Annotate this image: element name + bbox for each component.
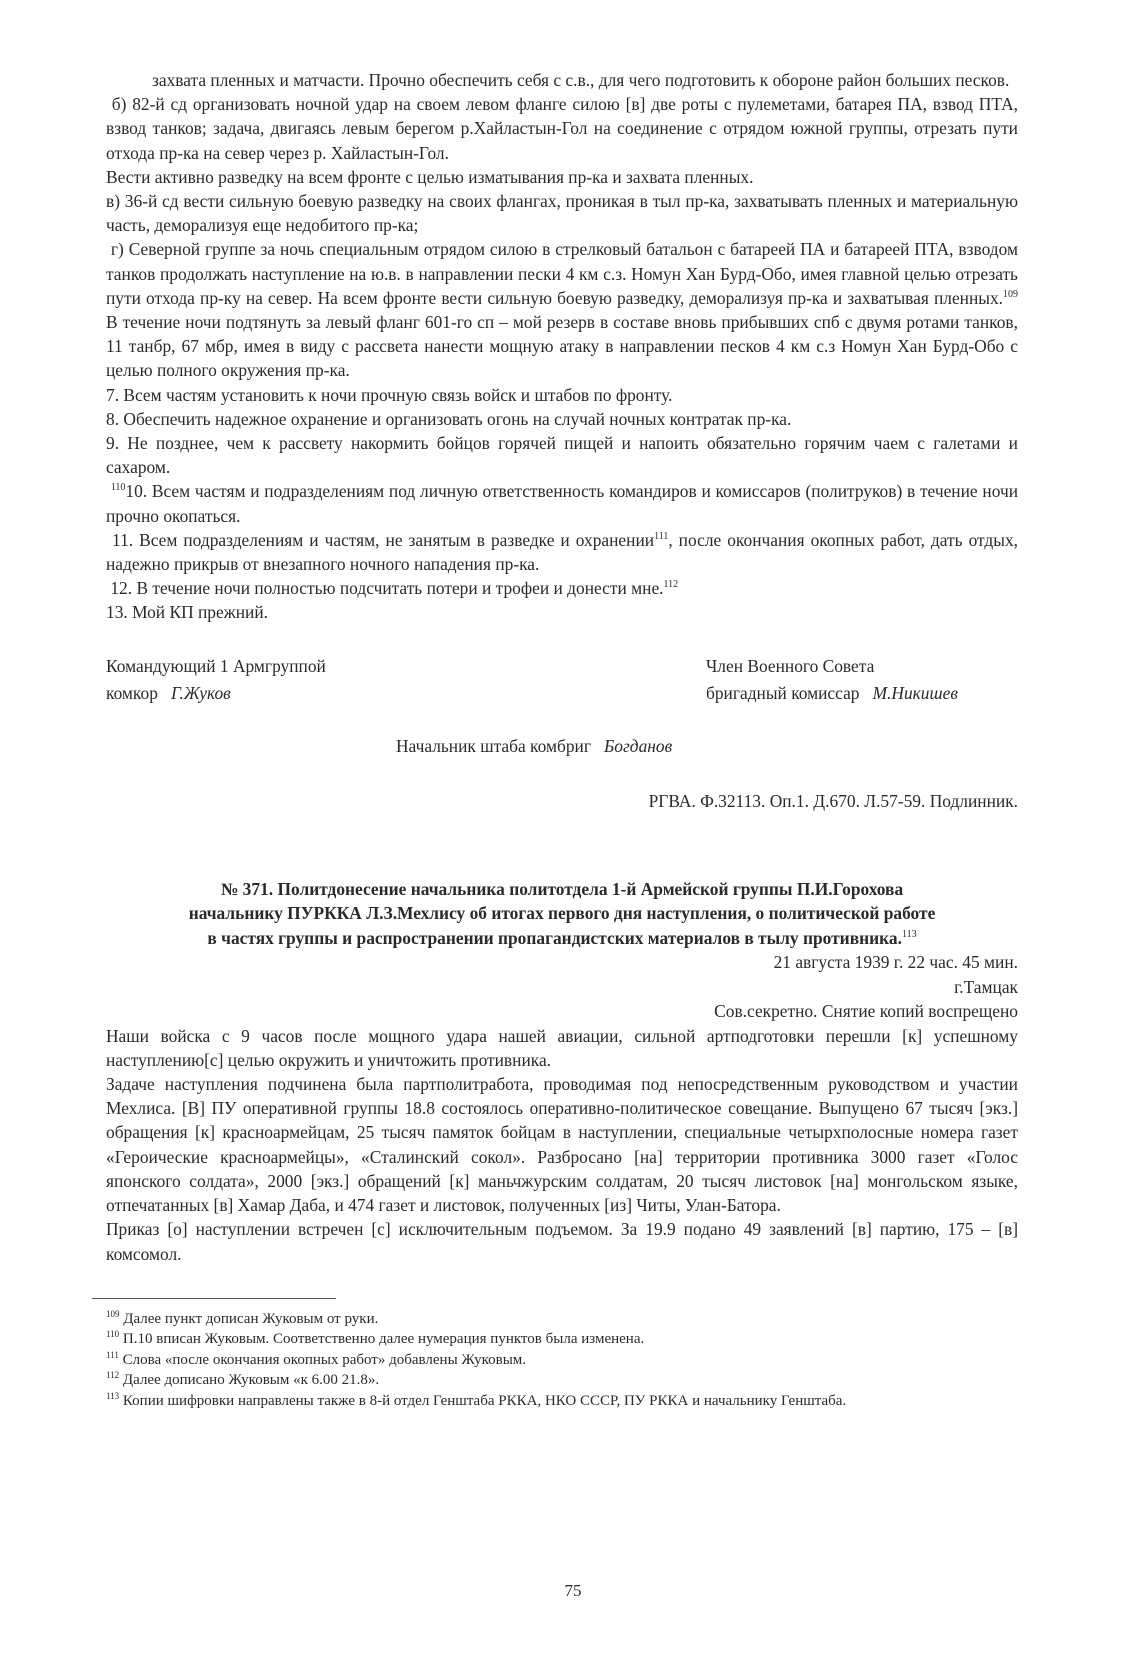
signature-council-member: Член Военного Совета бригадный комиссар М.Никишев	[706, 655, 958, 703]
body-paragraph: Приказ [о] наступлении встречен [с] исключительным подъемом. За 19.9 подано 49 заявлений [в] партию, 175 – [в] комсомол.	[106, 1219, 1018, 1264]
item-9: 9. Не позднее, чем к рассвету накормить бойцов горячей пищей и напоить обязательно горячим чаем с галетами и сахаром.	[106, 433, 1018, 478]
footnote-112: $^{112}$ Далее дописано Жуковым «к 6.00 21.8».	[106, 1370, 380, 1389]
body-paragraph: Задаче наступления подчинена была партполитработа, проводимая под непосредственным руководством и участии Мехлиса. [В] ПУ оперативной группы 18.8 состоялось оперативно-политическое совещание. Выпущено 67 тысяч [экз.] обращения [к] красноармейцам, 25 тысяч памяток бойцам в наступлении, специальные четырхполосные номера газет «Героические красноармейцы», «Сталинский сокол». Разбросано [на] территории противника 3000 газет «Голос японского солдата», 2000 [экз.] обращений [к] маньчжурским солдатам, 20 тысяч листовок [на] монгольском языке, отпечатанных [в] Хамар Даба, и 474 газет и листовок, полученных [из] Читы, Улан-Батора.	[106, 1074, 1018, 1216]
paragraph-g: г) Северной группе за ночь специальным отрядом силою в стрелковый батальон с батареей ПА и батареей ПТА, взводом танков продолжать наступление на ю.в. в направлении пески 4 км с.з. Номун Хан Бурд-Обо, имея главной целью отрезать пути отхода пр-ку на север. На всем фронте вести сильную боевую разведку, деморализуя пр-ка и захватывая пленных.$^{109}$ В течение ночи подтянуть за левый фланг 601-го сп – мой резерв в составе вновь прибывших спб с двумя ротами танков, 11 танбр, 67 мбр, имея в виду с рассвета нанести мощную атаку в направлении песков 4 км с.з Номун Хан Бурд-Обо с целью полного окружения пр-ка.	[106, 239, 1018, 381]
archive-reference: РГВА. Ф.32113. Оп.1. Д.670. Л.57-59. Подлинник.	[648, 790, 1018, 811]
item-13: 13. Мой КП прежний.	[106, 602, 268, 623]
item-12: 12. В течение ночи полностью подсчитать потери и трофеи и донести мне.$^{112}$	[110, 578, 679, 599]
document-date: 21 августа 1939 г. 22 час. 45 мин.	[773, 952, 1018, 973]
signature-name-nikishev: М.Никишев	[872, 682, 958, 703]
document-page	[106, 68, 1018, 1411]
footnote-ref-110[interactable]: 110	[110, 482, 126, 494]
item-7: 7. Всем частям установить к ночи прочную связь войск и штабов по фронту.	[106, 384, 673, 405]
signature-name-bogdanov: Богданов	[604, 735, 673, 756]
item-8: 8. Обеспечить надежное охранение и организовать огонь на случай ночных контратак пр-ка.	[106, 408, 792, 429]
paragraph-recon: Вести активно разведку на всем фронте с целью изматывания пр-ка и захвата пленных.	[106, 166, 754, 187]
footnote-113: $^{113}$ Копии шифровки направлены также в 8-й отдел Генштаба РККА, НКО СССР, ПУ РККА и начальнику Генштаба.	[106, 1390, 847, 1409]
signature-chief-of-staff: Начальник штаба комбриг Богданов	[396, 735, 673, 756]
footnote-109: $^{109}$ Далее пункт дописан Жуковым от руки.	[106, 1308, 379, 1327]
footnote-110: $^{110}$ П.10 вписан Жуковым. Соответственно далее нумерация пунктов была изменена.	[106, 1329, 645, 1348]
item-11: 11. Всем подразделениям и частям, не занятым в разведке и охранении$^{111}$, после окончания окопных работ, дать отдых, надежно прикрыв от внезапного ночного нападения пр-ка.	[106, 529, 1018, 575]
continuation-text: захвата пленных и матчасти. Прочно обеспечить себя с с.в., для чего подготовить к обороне район больших песков.	[152, 70, 1010, 90]
page-number: 75	[564, 1581, 582, 1600]
paragraph-b: б) 82-й сд организовать ночной удар на своем левом фланге силою [в] две роты с пулеметами, батарея ПА, взвод ПТА, взвод танков; задача, двигаясь левым берегом р.Хайластын-Гол на соединение с отрядом южной группы, отрезать пути отхода пр-ка на север через р. Хайластын-Гол.	[106, 94, 1018, 163]
body-paragraph: Наши войска с 9 часов после мощного удара нашей авиации, сильной артподготовки перешли [к] успешному наступлению[с] целью окружить и уничтожить противника.	[106, 1025, 1018, 1070]
signatures-block	[106, 625, 1018, 775]
footnote-divider	[92, 1298, 336, 1299]
document-place: г.Тамцак	[954, 976, 1018, 997]
signature-name-zhukov: Г.Жуков	[170, 682, 231, 703]
paragraph-v: в) 36-й сд вести сильную боевую разведку на своих флангах, проникая в тыл пр-ка, захватывать пленных и материальную часть, деморализуя еще недобитого пр-ка;	[106, 191, 1018, 236]
document-classification: Сов.секретно. Снятие копий воспрещено	[714, 1001, 1018, 1022]
item-10: $^{110}$10. Всем частям и подразделениям под личную ответственность командиров и комиссаров (политруков) в течение ночи прочно окопаться.	[106, 481, 1018, 526]
footnote-111: $^{111}$ Слова «после окончания окопных работ» добавлены Жуковым.	[106, 1349, 527, 1368]
footnote-ref-111[interactable]: 111	[654, 530, 669, 542]
document-title: № 371. Политдонесение начальника политотдела 1-й Армейской группы П.И.Горохова начальнику ПУРККА Л.З.Мехлису об итогах первого дня наступления, о политической работе в частях группы и распространении пропагандистских материалов в тылу противника.$^{113}$	[188, 878, 936, 948]
footnote-ref-109[interactable]: 109	[1003, 288, 1018, 300]
footnote-ref-112[interactable]: 112	[663, 579, 679, 591]
footnote-ref-113[interactable]: 113	[901, 928, 917, 940]
footnotes	[106, 1309, 1018, 1412]
signature-commander: Командующий 1 Армгруппой комкор Г.Жуков	[106, 655, 326, 703]
